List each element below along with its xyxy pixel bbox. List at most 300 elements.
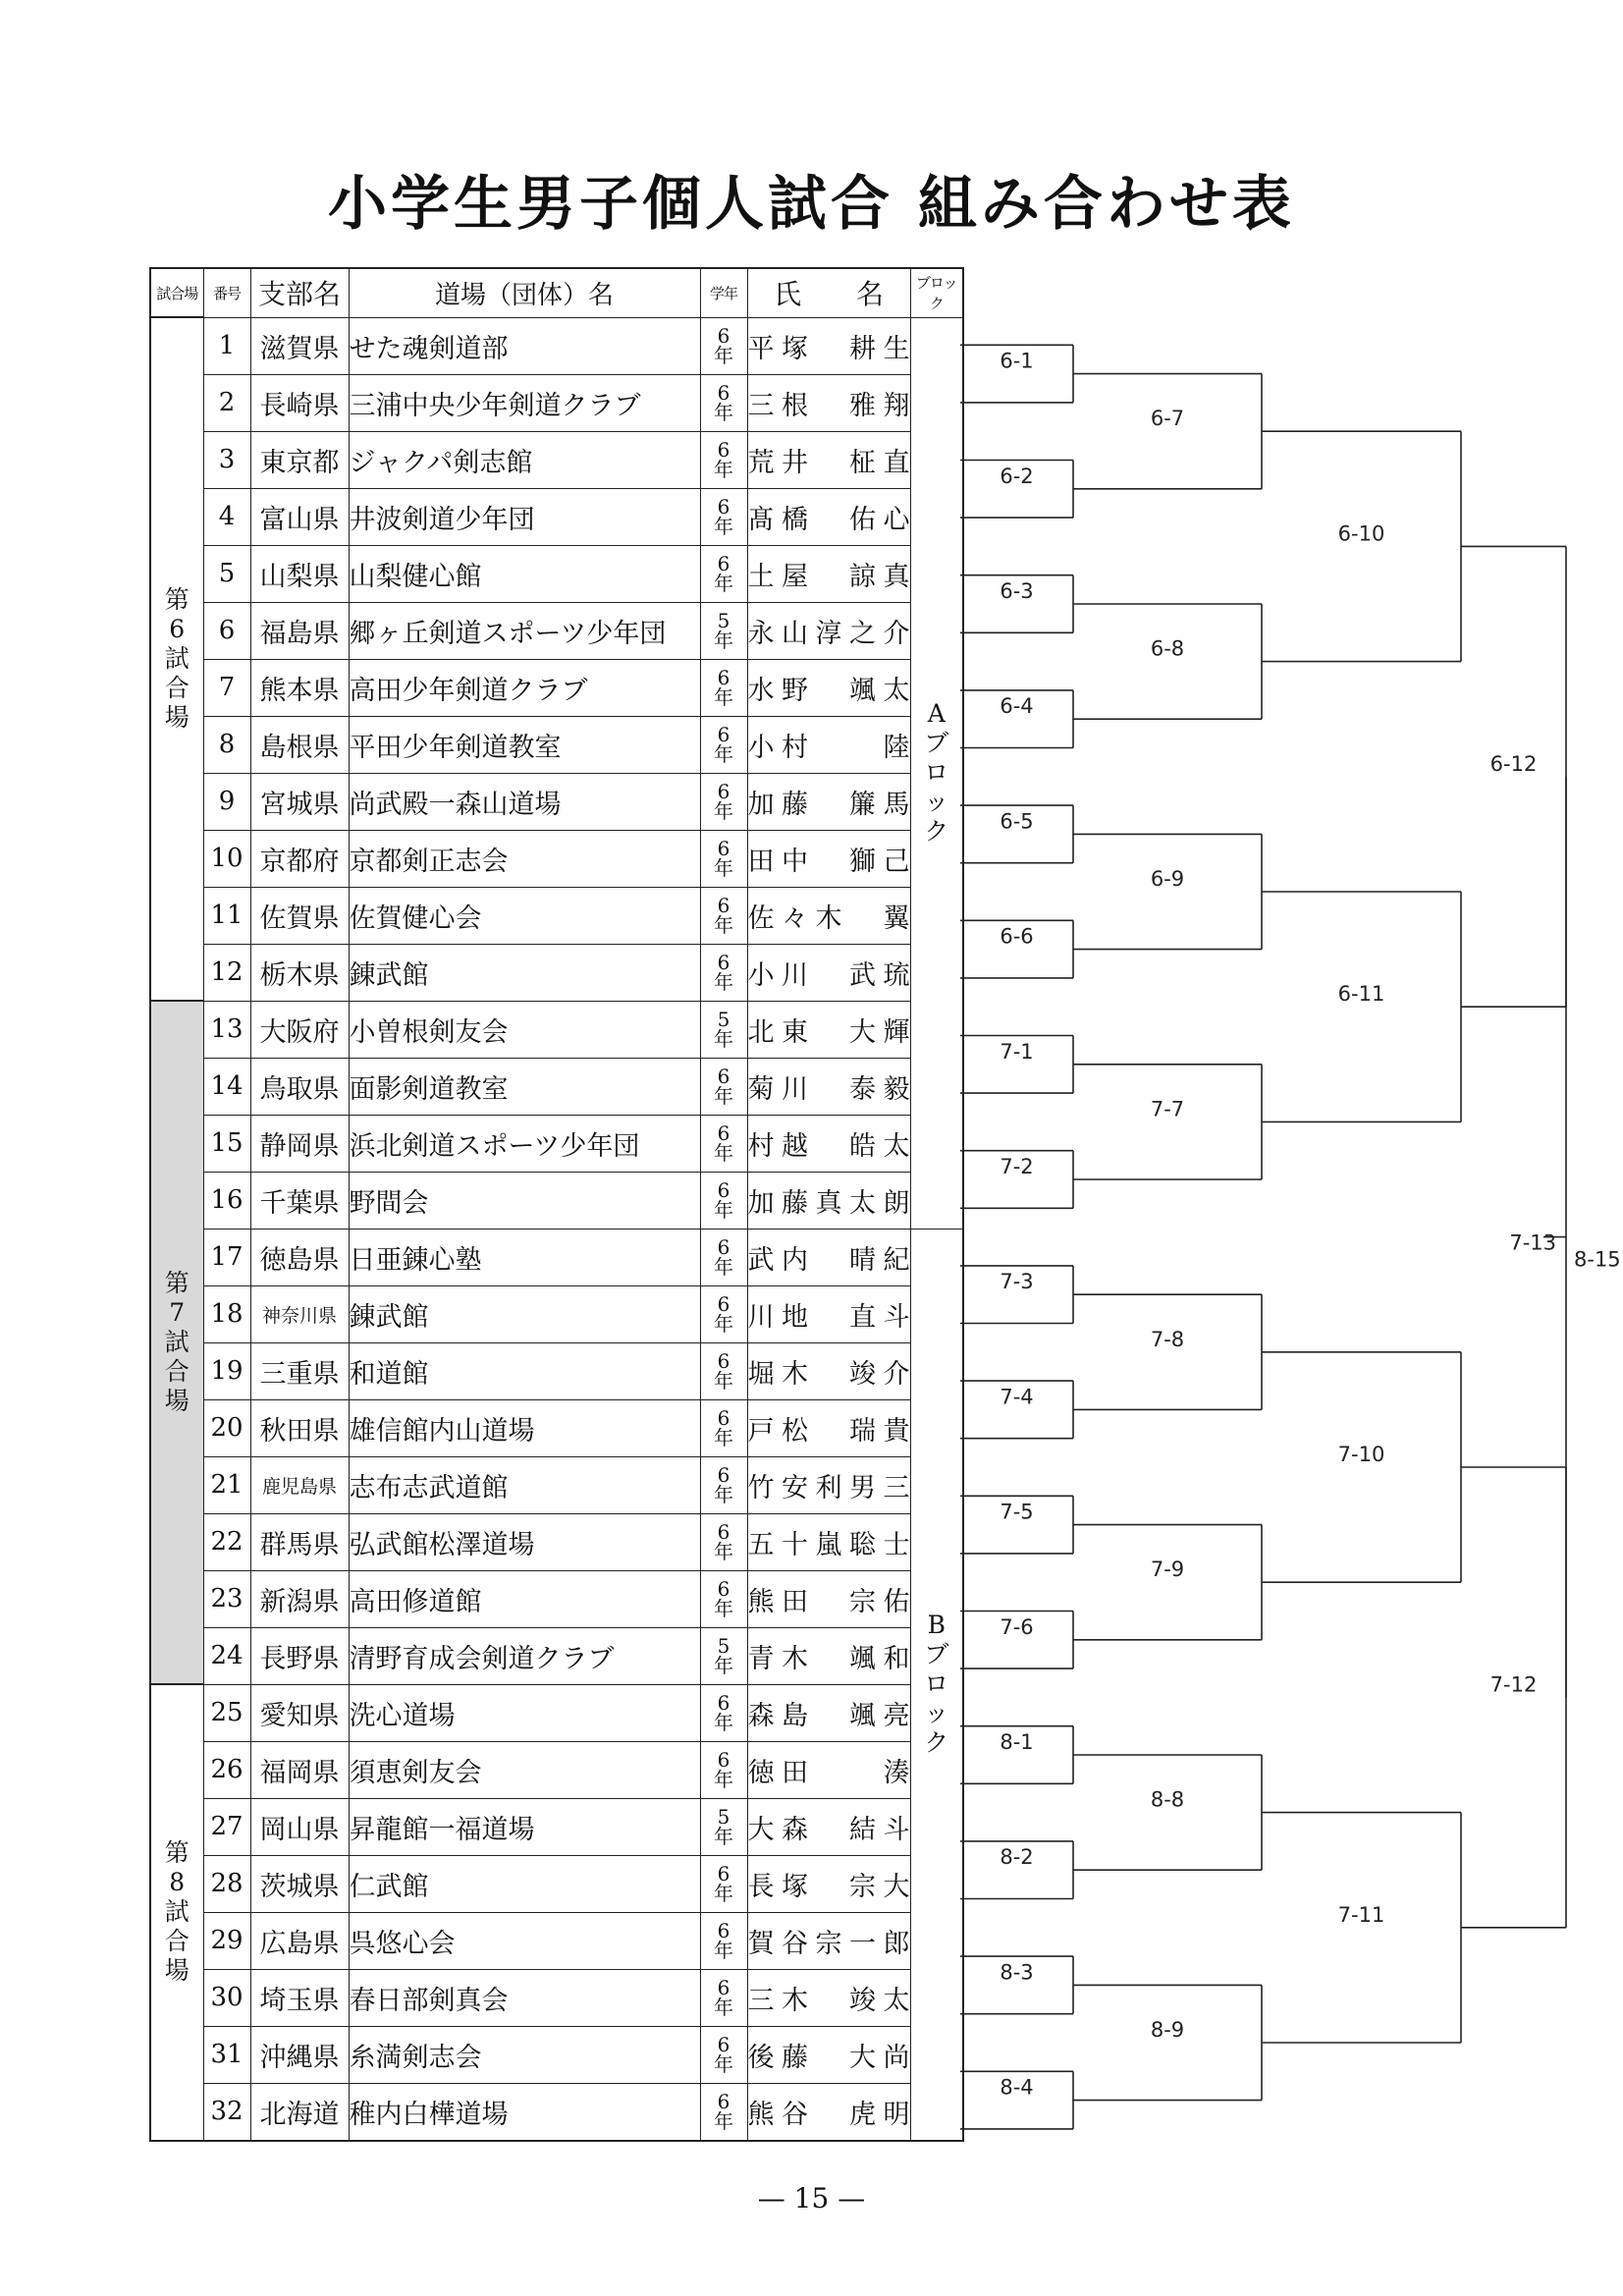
match-label: 6-8 [1150,636,1185,661]
entry-dojo: 京都剣正志会 [349,830,700,887]
entry-name: 熊谷 虎明 [747,2083,910,2141]
entry-dojo: 高田修道館 [349,1570,700,1627]
table-row [150,1229,963,1285]
entry-grade [700,659,747,716]
entry-number: 10 [203,830,250,887]
grade-suffix: 年 [714,913,733,937]
match-label: 7-13 [1509,1230,1556,1255]
draw-table [149,267,964,2142]
entry-dojo: 三浦中央少年剣道クラブ [349,374,700,431]
entry-grade [700,374,747,431]
entry-grade [700,545,747,602]
grade-value: 6 [717,837,730,860]
match-label: 8-15 [1574,1247,1621,1272]
grade-suffix: 年 [714,2052,733,2076]
table-row [150,1342,963,1399]
entry-grade [700,1456,747,1513]
match-label: 6-11 [1337,982,1385,1007]
entry-number: 28 [203,1855,250,1912]
page-number: — 15 — [757,2182,866,2214]
grade-suffix: 年 [714,515,733,538]
table-row [150,317,963,374]
entry-prefecture: 茨城県 [250,1855,349,1912]
entry-number: 14 [203,1058,250,1115]
entry-dojo: 錬武館 [349,1285,700,1342]
grade-value: 6 [717,1235,730,1259]
venue-cell [150,1684,203,2141]
grade-suffix: 年 [714,1141,733,1165]
entry-number: 27 [203,1798,250,1855]
grade-suffix: 年 [714,1825,733,1848]
entry-dojo: 昇龍館一福道場 [349,1798,700,1855]
grade-value: 6 [717,894,730,917]
entry-prefecture: 鹿児島県 [250,1456,349,1513]
entry-name: 賀谷宗一郎 [747,1912,910,1969]
entry-name: 加藤 簾馬 [747,773,910,830]
entry-dojo: 呉悠心会 [349,1912,700,1969]
entry-dojo: 佐賀健心会 [349,887,700,944]
entry-prefecture: 秋田県 [250,1399,349,1456]
match-label: 7-12 [1489,1672,1538,1697]
table-row [150,1570,963,1627]
entry-dojo: 小曽根剣友会 [349,1001,700,1058]
table-row [150,1741,963,1798]
entry-number: 24 [203,1627,250,1684]
match-label: 8-2 [1000,1845,1034,1870]
entry-name: 大森 結斗 [747,1798,910,1855]
table-row [150,488,963,545]
table-row [150,602,963,659]
entry-number: 20 [203,1399,250,1456]
entry-name: 田中 獅己 [747,830,910,887]
entry-number: 32 [203,2083,250,2141]
entry-name: 北東 大輝 [747,1001,910,1058]
entry-number: 2 [203,374,250,431]
entry-grade [700,830,747,887]
table-row [150,431,963,488]
entry-name: 小村 陸 [747,716,910,773]
table-row [150,659,963,716]
entry-name: 川地 直斗 [747,1285,910,1342]
entry-name: 竹安利男三 [747,1456,910,1513]
grade-suffix: 年 [714,344,733,367]
grade-value: 6 [717,381,730,405]
entry-number: 4 [203,488,250,545]
entry-name: 平塚 耕生 [747,317,910,374]
table-row [150,1912,963,1969]
match-label: 6-6 [1000,924,1034,949]
entry-prefecture: 滋賀県 [250,317,349,374]
grade-suffix: 年 [714,572,733,595]
match-label: 6-12 [1489,751,1538,776]
entry-grade [700,1001,747,1058]
table-row [150,1513,963,1570]
entry-prefecture: 新潟県 [250,1570,349,1627]
grade-suffix: 年 [714,1198,733,1222]
grade-value: 5 [717,1634,730,1658]
header-dojo: 道場（団体）名 [349,268,700,317]
match-label: 6-9 [1150,867,1185,891]
match-label: 6-3 [1000,579,1034,603]
entry-grade [700,2026,747,2083]
block-cell [910,317,963,1229]
entry-prefecture: 鳥取県 [250,1058,349,1115]
entry-name: 荒井 柾直 [747,431,910,488]
table-row [150,1285,963,1342]
entry-number: 17 [203,1229,250,1285]
entry-prefecture: 福島県 [250,602,349,659]
entry-grade [700,1969,747,2026]
entry-prefecture: 埼玉県 [250,1969,349,2026]
table-row [150,1456,963,1513]
entry-number: 7 [203,659,250,716]
table-row [150,773,963,830]
entry-prefecture: 栃木県 [250,944,349,1001]
entry-dojo: 須恵剣友会 [349,1741,700,1798]
entry-dojo: 志布志武道館 [349,1456,700,1513]
grade-suffix: 年 [714,685,733,709]
match-label: 6-5 [1000,809,1034,834]
entry-dojo: 日亜錬心塾 [349,1229,700,1285]
grade-suffix: 年 [714,1084,733,1108]
entry-dojo: 野間会 [349,1172,700,1229]
table-row [150,2026,963,2083]
grade-suffix: 年 [714,1768,733,1791]
entry-prefecture: 山梨県 [250,545,349,602]
entry-grade [700,1342,747,1399]
entry-prefecture: 宮城県 [250,773,349,830]
entry-number: 3 [203,431,250,488]
grade-value: 6 [717,324,730,348]
entry-dojo: 高田少年剣道クラブ [349,659,700,716]
entry-dojo: 稚内白樺道場 [349,2083,700,2141]
grade-suffix: 年 [714,1483,733,1506]
grade-value: 6 [717,1520,730,1544]
match-label: 6-10 [1337,521,1385,546]
entry-name: 森島 颯亮 [747,1684,910,1741]
table-row [150,944,963,1001]
table-header-row [150,268,963,317]
entry-grade [700,1115,747,1172]
table-row [150,887,963,944]
entry-grade [700,488,747,545]
grade-suffix: 年 [714,1939,733,1962]
grade-suffix: 年 [714,1255,733,1279]
entry-prefecture: 北海道 [250,2083,349,2141]
entry-prefecture: 大阪府 [250,1001,349,1058]
grade-suffix: 年 [714,401,733,424]
header-grade: 学年 [700,268,747,317]
entry-grade [700,1570,747,1627]
entry-prefecture: 徳島県 [250,1229,349,1285]
entry-name: 後藤 大尚 [747,2026,910,2083]
grade-suffix: 年 [714,1654,733,1677]
match-label: 7-2 [1000,1155,1034,1178]
entry-grade [700,1684,747,1741]
match-label: 8-1 [1000,1730,1034,1754]
entry-grade [700,317,747,374]
entry-dojo: 和道館 [349,1342,700,1399]
venue-label: 第6試合場 [164,585,189,732]
grade-value: 6 [717,1577,730,1601]
entry-grade [700,1399,747,1456]
entry-grade [700,431,747,488]
grade-suffix: 年 [714,629,733,652]
entry-prefecture: 神奈川県 [250,1285,349,1342]
grade-suffix: 年 [714,1312,733,1336]
grade-value: 6 [717,438,730,462]
grade-value: 6 [717,2033,730,2056]
entry-name: 戸松 瑞貴 [747,1399,910,1456]
table-row [150,2083,963,2141]
entry-number: 11 [203,887,250,944]
entry-prefecture: 島根県 [250,716,349,773]
header-venue: 試合場 [150,268,203,317]
entry-name: 三根 雅翔 [747,374,910,431]
entry-grade [700,1855,747,1912]
entry-name: 熊田 宗佑 [747,1570,910,1627]
grade-suffix: 年 [714,970,733,994]
entry-number: 6 [203,602,250,659]
match-label: 7-9 [1150,1558,1185,1582]
entry-dojo: 尚武殿一森山道場 [349,773,700,830]
grade-suffix: 年 [714,1995,733,2019]
entry-grade [700,1058,747,1115]
entry-name: 青木 颯和 [747,1627,910,1684]
grade-value: 6 [717,1691,730,1715]
grade-suffix: 年 [714,458,733,481]
table-row [150,1399,963,1456]
entry-name: 堀木 竣介 [747,1342,910,1399]
entry-prefecture: 佐賀県 [250,887,349,944]
match-label: 7-3 [1000,1270,1034,1294]
match-label: 7-10 [1337,1443,1385,1466]
entry-name: 菊川 泰毅 [747,1058,910,1115]
entry-prefecture: 広島県 [250,1912,349,1969]
grade-suffix: 年 [714,1597,733,1620]
header-block: ブロック [910,268,963,317]
grade-suffix: 年 [714,1882,733,1905]
entry-name: 長塚 宗大 [747,1855,910,1912]
entry-grade [700,1627,747,1684]
match-label: 7-1 [1000,1039,1034,1064]
entry-number: 31 [203,2026,250,2083]
entry-number: 15 [203,1115,250,1172]
entry-prefecture: 福岡県 [250,1741,349,1798]
match-label: 6-7 [1150,407,1185,431]
entry-grade [700,1229,747,1285]
entry-number: 19 [203,1342,250,1399]
header-prefecture: 支部名 [250,268,349,317]
entry-number: 22 [203,1513,250,1570]
entry-prefecture: 愛知県 [250,1684,349,1741]
grade-value: 6 [717,1748,730,1772]
table-row [150,1627,963,1684]
match-label: 7-7 [1150,1097,1185,1121]
entry-prefecture: 三重県 [250,1342,349,1399]
table-row [150,1115,963,1172]
entry-prefecture: 岡山県 [250,1798,349,1855]
entry-grade [700,1172,747,1229]
entry-number: 5 [203,545,250,602]
block-label: Aブロック [924,699,949,846]
grade-value: 6 [717,1406,730,1430]
entry-dojo: 井波剣道少年団 [349,488,700,545]
match-label: 8-9 [1150,2018,1185,2042]
match-label: 8-4 [1000,2075,1034,2100]
grade-suffix: 年 [714,856,733,880]
grade-value: 6 [717,1976,730,1999]
entry-dojo: 平田少年剣道教室 [349,716,700,773]
table-row [150,1969,963,2026]
entry-dojo: 弘武館松澤道場 [349,1513,700,1570]
grade-suffix: 年 [714,1426,733,1449]
entry-grade [700,1741,747,1798]
entry-grade [700,1285,747,1342]
match-label: 8-3 [1000,1960,1034,1985]
match-label: 7-6 [1000,1614,1034,1639]
entry-name: 永山淳之介 [747,602,910,659]
entry-dojo: 洗心道場 [349,1684,700,1741]
grade-value: 6 [717,1121,730,1145]
entry-grade [700,944,747,1001]
grade-suffix: 年 [714,742,733,766]
header-number: 番号 [203,268,250,317]
grade-suffix: 年 [714,1540,733,1563]
grade-value: 6 [717,1463,730,1487]
table-row [150,1172,963,1229]
entry-number: 8 [203,716,250,773]
grade-value: 5 [717,1805,730,1829]
entry-number: 1 [203,317,250,374]
entry-dojo: 面影剣道教室 [349,1058,700,1115]
entry-prefecture: 群馬県 [250,1513,349,1570]
table-row [150,1855,963,1912]
entry-number: 9 [203,773,250,830]
entry-grade [700,716,747,773]
grade-value: 6 [717,495,730,519]
match-label: 6-2 [1000,464,1034,488]
entry-name: 三木 竣太 [747,1969,910,2026]
table-row [150,1684,963,1741]
entry-prefecture: 千葉県 [250,1172,349,1229]
table-row [150,374,963,431]
entry-prefecture: 東京都 [250,431,349,488]
match-label: 6-4 [1000,694,1034,719]
grade-value: 6 [717,1065,730,1088]
block-label: Bブロック [924,1611,949,1757]
table-row [150,1058,963,1115]
venue-cell [150,317,203,1001]
entry-name: 小川 武琉 [747,944,910,1001]
entry-dojo: 錬武館 [349,944,700,1001]
entry-dojo: ジャクパ剣志館 [349,431,700,488]
table-row [150,545,963,602]
entry-prefecture: 京都府 [250,830,349,887]
entry-number: 21 [203,1456,250,1513]
entry-dojo: せた魂剣道部 [349,317,700,374]
grade-value: 6 [717,1292,730,1316]
entry-dojo: 浜北剣道スポーツ少年団 [349,1115,700,1172]
entry-name: 水野 颯太 [747,659,910,716]
table-row [150,1001,963,1058]
entry-number: 13 [203,1001,250,1058]
entry-dojo: 山梨健心館 [349,545,700,602]
entry-name: 徳田 湊 [747,1741,910,1798]
match-label: 7-4 [1000,1385,1034,1409]
entry-grade [700,2083,747,2141]
entry-name: 加藤真太朗 [747,1172,910,1229]
grade-value: 6 [717,2090,730,2113]
grade-suffix: 年 [714,1369,733,1393]
grade-value: 6 [717,780,730,803]
grade-value: 5 [717,1008,730,1031]
entry-name: 佐々木 翼 [747,887,910,944]
match-label: 7-11 [1337,1902,1385,1927]
match-label: 6-1 [1000,349,1034,373]
entry-name: 五十嵐聡士 [747,1513,910,1570]
grade-suffix: 年 [714,2109,733,2133]
entry-number: 16 [203,1172,250,1229]
entry-grade [700,602,747,659]
venue-label: 第8試合場 [164,1838,189,1986]
grade-value: 6 [717,1349,730,1373]
grade-value: 5 [717,609,730,632]
page-title: 小学生男子個人試合 組み合わせ表 [328,170,1295,239]
entry-number: 26 [203,1741,250,1798]
entry-prefecture: 長崎県 [250,374,349,431]
entry-name: 村越 皓太 [747,1115,910,1172]
grade-value: 6 [717,666,730,689]
entry-name: 土屋 諒真 [747,545,910,602]
entry-name: 髙橋 佑心 [747,488,910,545]
entry-prefecture: 富山県 [250,488,349,545]
entry-dojo: 糸満剣志会 [349,2026,700,2083]
grade-value: 6 [717,552,730,575]
entry-number: 12 [203,944,250,1001]
match-label: 7-5 [1000,1500,1034,1524]
entry-prefecture: 静岡県 [250,1115,349,1172]
venue-label: 第7試合場 [164,1269,189,1415]
entry-name: 武内 晴紀 [747,1229,910,1285]
table-row [150,1798,963,1855]
entry-number: 23 [203,1570,250,1627]
entry-dojo: 郷ヶ丘剣道スポーツ少年団 [349,602,700,659]
entry-dojo: 春日部剣真会 [349,1969,700,2026]
entry-dojo: 雄信館内山道場 [349,1399,700,1456]
match-label: 8-8 [1150,1787,1185,1812]
grade-value: 6 [717,1919,730,1942]
entry-grade [700,887,747,944]
entry-grade [700,1798,747,1855]
table-row [150,830,963,887]
grade-value: 6 [717,1862,730,1886]
entry-number: 25 [203,1684,250,1741]
entry-grade [700,1912,747,1969]
entry-prefecture: 沖縄県 [250,2026,349,2083]
grade-value: 6 [717,723,730,746]
match-label: 7-8 [1150,1327,1185,1351]
entry-dojo: 清野育成会剣道クラブ [349,1627,700,1684]
grade-suffix: 年 [714,799,733,823]
grade-suffix: 年 [714,1711,733,1734]
entry-number: 18 [203,1285,250,1342]
venue-cell [150,1001,203,1684]
entry-prefecture: 長野県 [250,1627,349,1684]
header-name: 氏 名 [747,268,910,317]
table-row [150,716,963,773]
entry-dojo: 仁武館 [349,1855,700,1912]
